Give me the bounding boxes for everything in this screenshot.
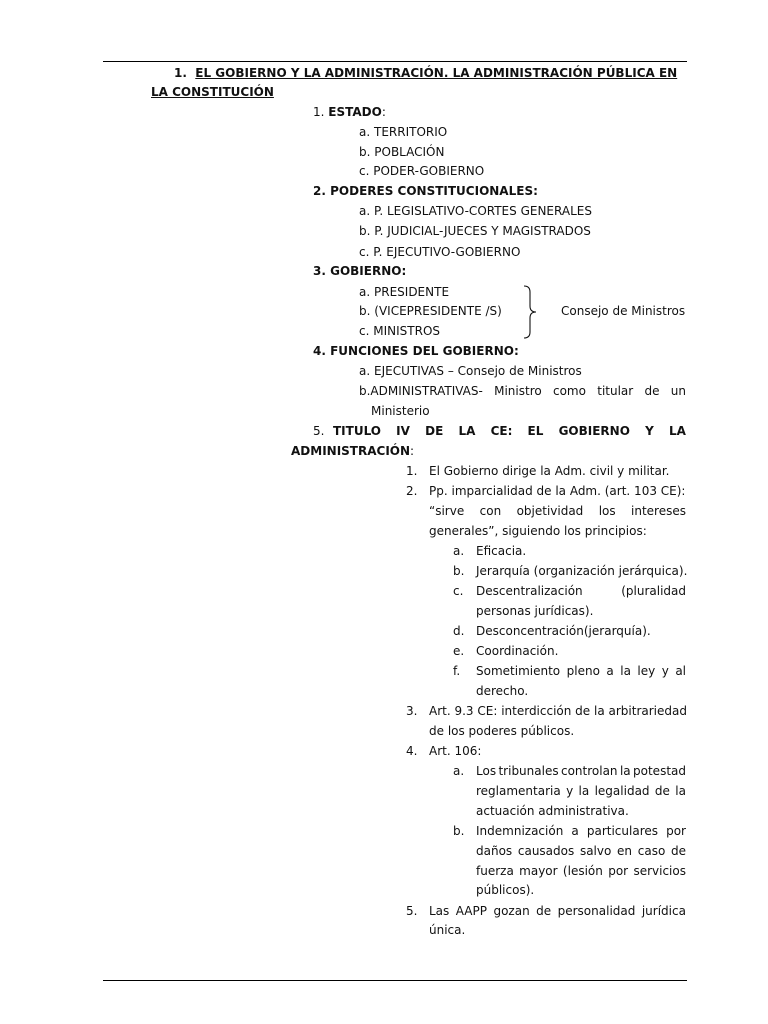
list-item: b. (VICEPRESIDENTE /S)	[359, 304, 502, 318]
item-text: Art. 106:	[429, 744, 482, 758]
sub-item-text: fuerza mayor (lesión por servicios	[476, 864, 686, 878]
title-number: 1.	[174, 66, 187, 80]
title-text: EL GOBIERNO Y LA ADMINISTRACIÓN. LA ADMINISTRACIÓN PÚBLICA EN	[195, 66, 678, 80]
section-number: 5.	[313, 424, 325, 438]
sub-item-text: Descentralización (pluralidad	[476, 584, 686, 598]
item-number: 5.	[406, 904, 418, 918]
section-heading: 2. PODERES CONSTITUCIONALES:	[313, 184, 538, 198]
bottom-rule	[103, 980, 687, 981]
sub-item-text: reglamentaria y la legalidad de la	[476, 784, 686, 798]
section-heading: 4. FUNCIONES DEL GOBIERNO:	[313, 344, 519, 358]
section-heading: 3. GOBIERNO:	[313, 264, 407, 278]
title-line-2: LA CONSTITUCIÓN	[151, 85, 274, 99]
list-item: b.ADMINISTRATIVAS- Ministro como titular de un	[359, 384, 686, 398]
top-rule	[103, 61, 687, 62]
sub-item-text: Desconcentración(jerarquía).	[476, 624, 651, 638]
item-text: Art. 9.3 CE: interdicción de la arbitrariedad	[429, 704, 687, 718]
list-item: c. PODER-GOBIERNO	[359, 164, 485, 178]
sub-item-text: Indemnización a particulares por	[476, 824, 686, 838]
sub-item-text: derecho.	[476, 684, 529, 698]
brace-label: Consejo de Ministros	[561, 304, 686, 318]
section-heading: TITULO IV DE LA CE: EL GOBIERNO Y LA	[333, 424, 686, 438]
list-item: a. TERRITORIO	[359, 125, 448, 139]
sub-item-marker: e.	[453, 644, 465, 658]
sub-item-text: actuación administrativa.	[476, 804, 629, 818]
section-heading: 1. ESTADO:	[313, 105, 386, 119]
list-item: b. P. JUDICIAL-JUECES Y MAGISTRADOS	[359, 224, 591, 238]
list-item: c. P. EJECUTIVO-GOBIERNO	[359, 245, 521, 259]
sub-item-marker: a.	[453, 544, 465, 558]
sub-item-marker: a.	[453, 764, 465, 778]
sub-item-text: Coordinación.	[476, 644, 559, 658]
item-text: generales”, siguiendo los principios:	[429, 524, 647, 538]
title-line-1	[174, 66, 677, 80]
item-text: El Gobierno dirige la Adm. civil y militar.	[429, 464, 670, 478]
sub-item-text: personas jurídicas).	[476, 604, 594, 618]
item-text: de los poderes públicos.	[429, 724, 575, 738]
sub-item-text: Eficacia.	[476, 544, 527, 558]
sub-item-marker: d.	[453, 624, 465, 638]
sub-item-text: públicos).	[476, 883, 535, 897]
item-number: 4.	[406, 744, 418, 758]
item-number: 3.	[406, 704, 418, 718]
list-item: a. PRESIDENTE	[359, 285, 450, 299]
item-text: única.	[429, 923, 466, 937]
sub-item-marker: f.	[453, 664, 461, 678]
sub-item-marker: b.	[453, 824, 465, 838]
sub-item-text: Sometimiento pleno a la ley y al	[476, 664, 686, 678]
list-item-continuation: Ministerio	[371, 404, 430, 418]
item-number: 2.	[406, 484, 418, 498]
sub-item-text: Jerarquía (organización jerárquica).	[476, 564, 688, 578]
item-number: 1.	[406, 464, 418, 478]
curly-brace-icon	[518, 284, 540, 340]
sub-item-marker: b.	[453, 564, 465, 578]
list-item: b. POBLACIÓN	[359, 145, 445, 159]
list-item: a. P. LEGISLATIVO-CORTES GENERALES	[359, 204, 592, 218]
list-item: a. EJECUTIVAS – Consejo de Ministros	[359, 364, 582, 378]
section-heading-continuation: ADMINISTRACIÓN:	[291, 444, 415, 458]
item-text: Las AAPP gozan de personalidad jurídica	[429, 904, 686, 918]
sub-item-marker: c.	[453, 584, 464, 598]
sub-item-text: daños causados salvo en caso de	[476, 844, 686, 858]
sub-item-text: Los tribunales controlan la potestad	[476, 764, 686, 778]
item-text: “sirve con objetividad los intereses	[429, 504, 686, 518]
list-item: c. MINISTROS	[359, 324, 441, 338]
item-text: Pp. imparcialidad de la Adm. (art. 103 CE):	[429, 484, 686, 498]
